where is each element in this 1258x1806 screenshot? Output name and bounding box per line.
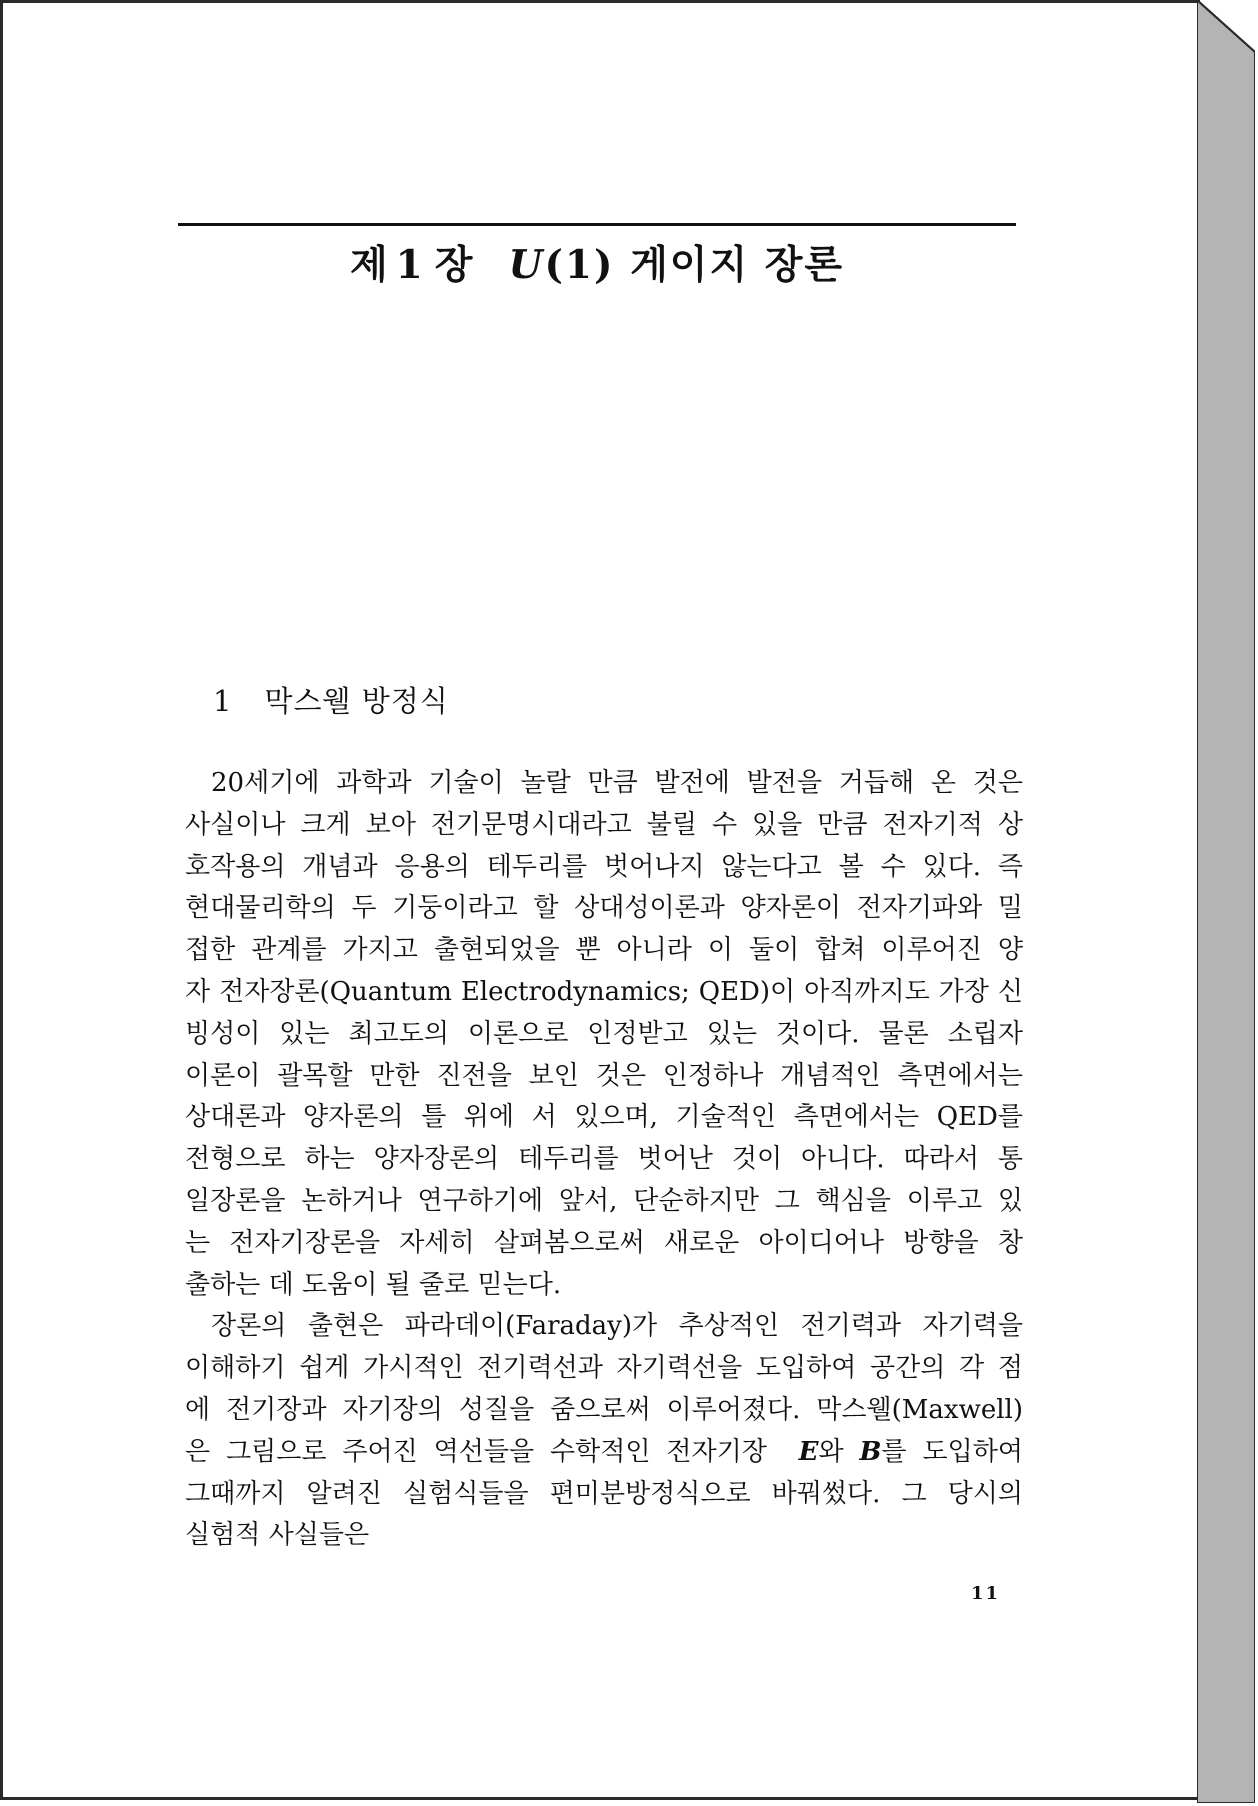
chapter-suffix: 장 <box>434 242 475 288</box>
book-page-edge <box>1197 0 1255 1803</box>
body-text <box>185 763 1023 1557</box>
text-line: 일장론을 논하거나 연구하기에 앞서, 단순하지만 그 핵심을 이루고 있 <box>185 1185 1023 1216</box>
text-line: 상대론과 양자론의 틀 위에 서 있으며, 기술적인 측면에서는 QED를 <box>185 1102 1023 1133</box>
chapter-number: 1 <box>395 242 425 288</box>
text-line: 자 전자장론(Quantum Electrodynamics; QED)이 아직까지도 가장 신 <box>185 976 1023 1007</box>
text-line: 현대물리학의 두 기둥이라고 할 상대성이론과 양자론이 전자기파와 밀 <box>185 893 1023 924</box>
text-line: 이해하기 쉽게 가시적인 전기력선과 자기력선을 도입하여 공간의 각 점 <box>185 1353 1023 1384</box>
text-line: 20세기에 과학과 기술이 놀랄 만큼 발전에 발전을 거듭해 온 것은 <box>211 768 1023 798</box>
paragraph-1 <box>185 763 1023 1306</box>
text-line: 빙성이 있는 최고도의 이론으로 인정받고 있는 것이다. 물론 소립자 <box>185 1018 1023 1049</box>
text-line: 출하는 데 도움이 될 줄로 믿는다. <box>185 1269 562 1300</box>
chapter-math-arg: (1) <box>544 242 615 288</box>
text-line: 는 전자기장론을 자세히 살펴봄으로써 새로운 아이디어나 방향을 창 <box>185 1227 1023 1258</box>
math-line-middle: 와 <box>818 1436 844 1467</box>
math-line-after: 를 도입하여 <box>881 1436 1023 1467</box>
chapter-title <box>178 235 1016 295</box>
paragraph-2 <box>185 1306 1023 1557</box>
section-title: 막스웰 방정식 <box>264 684 449 718</box>
chapter-math-symbol: U <box>508 242 545 288</box>
chapter-rule <box>178 223 1016 226</box>
text-line: 그때까지 알려진 실험식들을 편미분방정식으로 바꿔썼다. 그 당시의 <box>185 1478 1023 1509</box>
chapter-title-text: 게이지 장론 <box>630 242 845 288</box>
page-number: 11 <box>971 1583 1001 1604</box>
text-line: 이론이 괄목할 만한 진전을 보인 것은 인정하나 개념적인 측면에서는 <box>185 1060 1023 1091</box>
text-line: 전형으로 하는 양자장론의 테두리를 벗어난 것이 아니다. 따라서 통 <box>185 1144 1023 1175</box>
text-line: 에 전기장과 자기장의 성질을 줌으로써 이루어졌다. 막스웰(Maxwell) <box>185 1394 1023 1425</box>
text-line: 실험적 사실들은 <box>185 1520 370 1551</box>
math-text-line <box>185 1432 1023 1474</box>
text-line: 접한 관계를 가지고 출현되었을 뿐 아니라 이 둘이 합쳐 이루어진 양 <box>185 935 1023 966</box>
field-e-symbol: E <box>798 1436 819 1467</box>
chapter-prefix: 제 <box>349 242 390 288</box>
section-number: 1 <box>213 684 233 718</box>
math-line-before: 은 그림으로 주어진 역선들을 수학적인 전자기장 <box>185 1436 767 1467</box>
text-line: 사실이나 크게 보아 전기문명시대라고 불릴 수 있을 만큼 전자기적 상 <box>185 809 1023 840</box>
text-line: 호작용의 개념과 응용의 테두리를 벗어나지 않는다고 볼 수 있다. 즉 <box>185 851 1023 882</box>
section-heading <box>213 681 449 721</box>
text-line: 장론의 출현은 파라데이(Faraday)가 추상적인 전기력과 자기력을 <box>211 1311 1023 1342</box>
field-b-symbol: B <box>859 1436 882 1467</box>
